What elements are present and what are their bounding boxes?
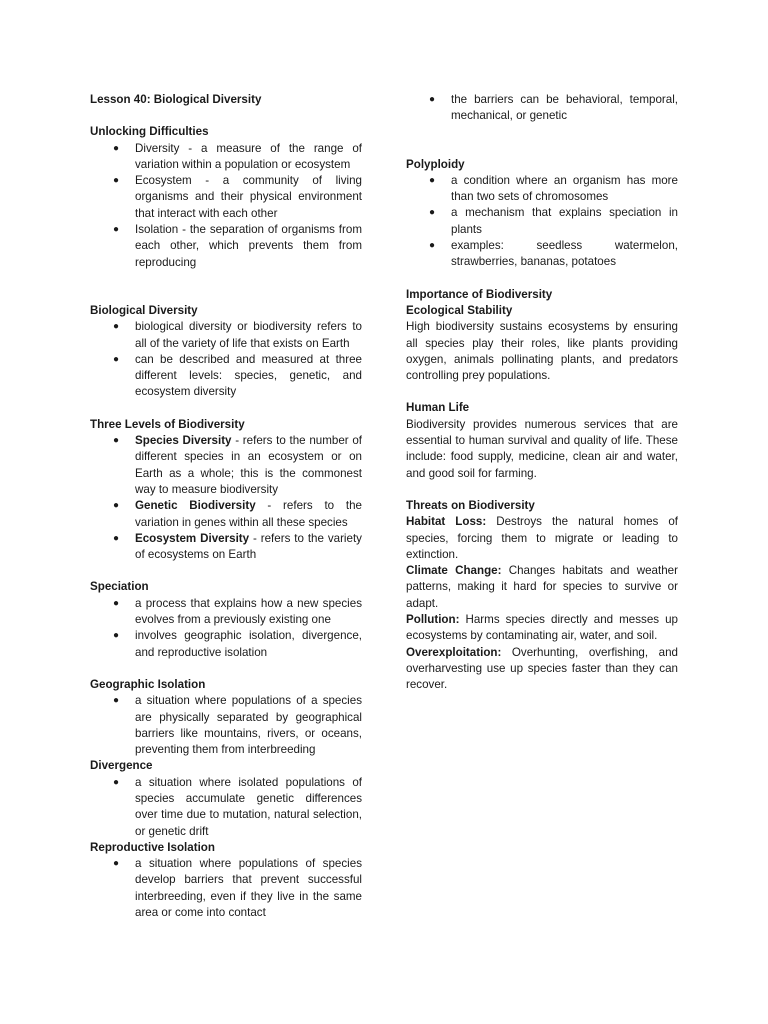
threats-heading: Threats on Biodiversity: [406, 498, 535, 512]
unlocking-list: [90, 141, 362, 271]
list-item: ● a process that explains how a new species evolves from a previously existing one: [113, 596, 362, 627]
bullet-icon: ●: [113, 175, 120, 187]
polyploidy-list: [406, 173, 678, 271]
levels-heading: Three Levels of Biodiversity: [90, 417, 245, 431]
bullet-icon: ●: [113, 858, 120, 870]
bullet-icon: ●: [113, 142, 120, 154]
levels-list: [90, 433, 362, 563]
geographic-heading: Geographic Isolation: [90, 677, 206, 691]
bullet-icon: ●: [113, 435, 120, 447]
divergence-heading: Divergence: [90, 759, 153, 773]
list-item: ● biological diversity or biodiversity refers to all of the variety of life that exists on Earth: [113, 320, 362, 350]
speciation-heading: Speciation: [90, 580, 149, 594]
list-item: ● can be described and measured at three different levels: species, genetic, and ecosystem diversity: [113, 352, 362, 399]
unlocking-heading: Unlocking Difficulties: [90, 125, 209, 139]
bullet-icon: ●: [113, 532, 120, 544]
reproductive-list: [90, 856, 362, 921]
bullet-icon: ●: [429, 240, 436, 252]
bullet-icon: ●: [113, 500, 120, 512]
threat-overexploitation: Overexploitation: Overhunting, overfishing, and overharvesting use up species faster than they can recover.: [406, 645, 678, 692]
list-item: ● Ecosystem Diversity - refers to the variety of ecosystems on Earth: [113, 531, 362, 562]
importance-heading: Importance of Biodiversity: [406, 287, 553, 301]
speciation-list: [90, 596, 362, 661]
bullet-icon: ●: [113, 630, 120, 642]
list-item: ● a situation where isolated populations of species accumulate genetic differences over time due to mutation, natural selection, or genetic drift: [113, 775, 362, 838]
bullet-icon: ●: [113, 695, 120, 707]
human-life-heading: Human Life: [406, 401, 470, 415]
reproductive-heading: Reproductive Isolation: [90, 840, 215, 854]
human-life-text: Biodiversity provides numerous services that are essential to human survival and quality of life. These include: food supply, medicine, clean air and water, and good soil for farming.: [406, 417, 678, 480]
bullet-icon: ●: [113, 776, 120, 788]
list-item: ● a situation where populations of a species are physically separated by geographical barriers like mountains, rivers, or oceans, preventing them from interbreeding: [113, 694, 362, 757]
list-item: ● a condition where an organism has more than two sets of chromosomes: [429, 173, 678, 204]
bullet-icon: ●: [429, 207, 436, 219]
right-column: [406, 92, 678, 694]
list-item: ● involves geographic isolation, divergence, and reproductive isolation: [113, 629, 362, 659]
bio-list: [90, 319, 362, 400]
threat-climate-change: Climate Change: Changes habitats and weather patterns, making it hard for species to survive or adapt.: [406, 564, 678, 610]
ecological-stability-text: High biodiversity sustains ecosystems by ensuring all species play their roles, like plants providing oxygen, animals pollinating plants, and predators controlling prey populations.: [406, 320, 678, 383]
ecological-stability-heading: Ecological Stability: [406, 303, 513, 317]
geographic-list: [90, 693, 362, 758]
lesson-title: Lesson 40: Biological Diversity: [90, 93, 262, 106]
list-item: ● a situation where populations of species develop barriers that prevent successful interbreeding, even if they live in the same area or come into contact: [113, 857, 362, 920]
list-item: ● a mechanism that explains speciation in plants: [429, 206, 678, 236]
threat-pollution: Pollution: Harms species directly and messes up ecosystems by contaminating air, water, and soil.: [406, 613, 678, 643]
bullet-icon: ●: [113, 224, 120, 236]
threat-habitat-loss: Habitat Loss: Destroys the natural homes of species, forcing them to migrate or leading to extinction.: [406, 515, 678, 561]
reproductive-list-continued: [406, 92, 678, 125]
list-item: ● Isolation - the separation of organisms from each other, which prevents them from reproducing: [113, 223, 362, 269]
bullet-icon: ●: [113, 597, 120, 609]
divergence-list: [90, 775, 362, 840]
list-item: ● Ecosystem - a community of living organisms and their physical environment that interact with each other: [113, 174, 362, 220]
polyploidy-heading: Polyploidy: [406, 157, 465, 171]
list-item: ● Diversity - a measure of the range of variation within a population or ecosystem: [113, 141, 362, 171]
bio-heading: Biological Diversity: [90, 303, 198, 317]
left-column: [90, 92, 362, 921]
bullet-icon: ●: [429, 174, 436, 186]
list-item: ● the barriers can be behavioral, temporal, mechanical, or genetic: [429, 93, 678, 123]
list-item: ● examples: seedless watermelon, strawberries, bananas, potatoes: [429, 239, 678, 269]
list-item: ● Genetic Biodiversity - refers to the variation in genes within all these species: [113, 499, 362, 529]
bullet-icon: ●: [113, 353, 120, 365]
bullet-icon: ●: [113, 321, 120, 333]
bullet-icon: ●: [429, 94, 436, 105]
list-item: ● Species Diversity - refers to the number of different species in an ecosystem or on Earth as a whole; this is the commonest way to measure biodiversity: [113, 434, 362, 496]
